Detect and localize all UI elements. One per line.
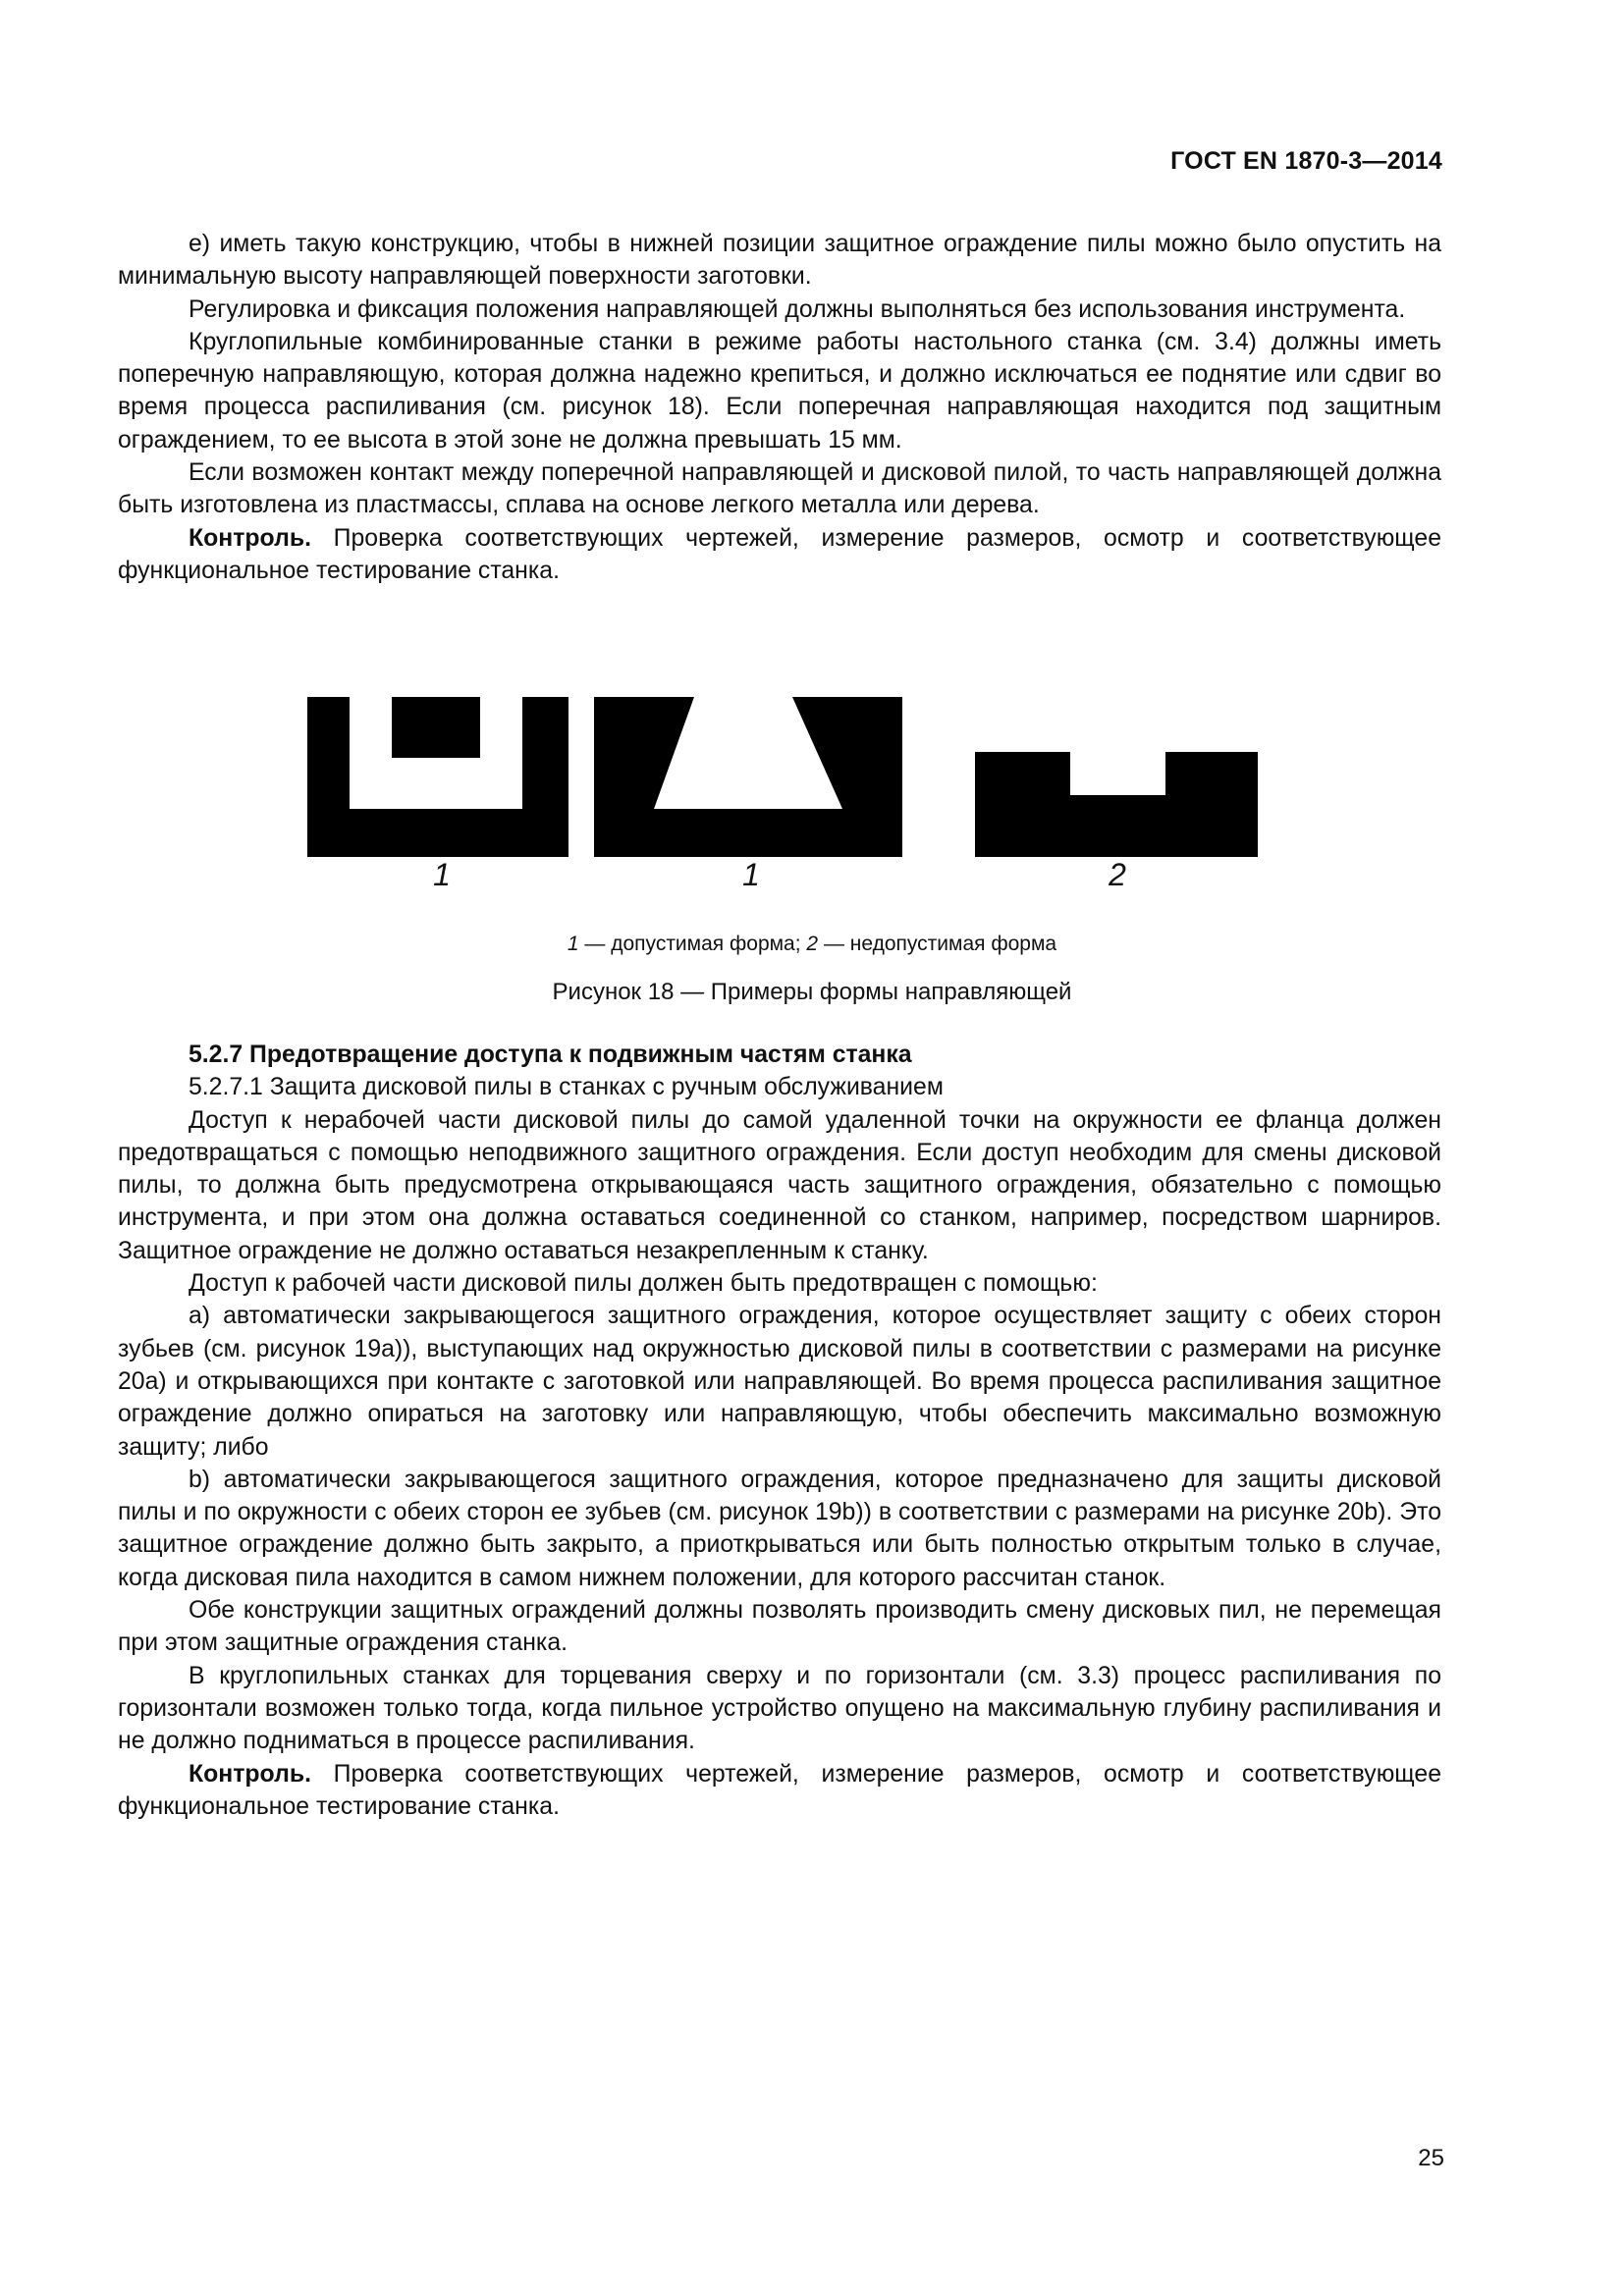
shape-label: 1 [433, 857, 451, 892]
page-number: 25 [1418, 2145, 1444, 2171]
paragraph: В круглопильных станках для торцевания сверху и по горизонтали (см. 3.3) процесс распиливания по горизонтали возможен только тогда, когда пильное устройство опущено на максимальную глубину распиливания и не должно подниматься в процессе распиливания. [118, 1662, 1441, 1755]
section-heading: 5.2.7 Предотвращение доступа к подвижным частям станка [189, 1041, 912, 1068]
document-code-header: ГОСТ EN 1870-3—2014 [1170, 147, 1442, 175]
figure-18-shapes [0, 687, 1624, 1011]
guide-shape-1-allowed [307, 697, 568, 857]
list-item: a) автоматически закрывающегося защитного ограждения, которое осуществляет защиту с обеих сторон зубьев (см. рисунок 19a)), выступающих над окружностью дисковой пилы в соответствии с размерами на рисунке 20a) и открывающихся при контакте с заготовкой или направляющей. Во время процесса распиливания защитное ограждение должно опираться на заготовку или направляющую, чтобы обеспечить максимально возможную защиту; либо [118, 1303, 1441, 1461]
control-paragraph [118, 522, 1441, 588]
paragraph: Обе конструкции защитных ограждений должны позволять производить смену дисковых пил, не перемещая при этом защитные ограждения станка. [118, 1597, 1441, 1657]
list-item: b) автоматически закрывающегося защитного ограждения, которое предназначено для защиты дисковой пилы и по окружности с обеих сторон ее зубьев (см. рисунок 19b)) в соответствии с размерами на рисунке 20b). Это защитное ограждение должно быть закрыто, а приоткрываться или быть полностью открытым только в случае, когда дисковая пила находится в самом нижнем положении, для которого рассчитан станок. [118, 1466, 1441, 1591]
control-text: Проверка соответствующих чертежей, измерение размеров, осмотр и соответствующее функциональное тестирование станка. [118, 1760, 1441, 1820]
legend-number: 2 [806, 933, 819, 955]
control-label: Контроль. [189, 1760, 311, 1788]
control-label: Контроль. [189, 524, 311, 552]
paragraph: Если возможен контакт между поперечной направляющей и дисковой пилой, то часть направляющей должна быть изготовлена из пластмассы, сплава на основе легкого металла или дерева. [118, 459, 1441, 519]
legend-text: — недопустимая форма [818, 933, 1057, 955]
control-paragraph [118, 1758, 1441, 1824]
legend-number: 1 [567, 933, 579, 955]
subsection-heading: 5.2.7.1 Защита дисковой пилы в станках с ручным обслуживанием [189, 1074, 944, 1101]
shape-label: 2 [1109, 857, 1126, 892]
guide-shape-2-allowed [594, 697, 902, 857]
control-text: Проверка соответствующих чертежей, измерение размеров, осмотр и соответствующее функциональное тестирование станка. [118, 524, 1441, 584]
shape-label: 1 [742, 857, 760, 892]
paragraph: Доступ к нерабочей части дисковой пилы до самой удаленной точки на окружности ее фланца должен предотвращаться с помощью неподвижного защитного ограждения. Если доступ необходим для смены дисковой пилы, то должна быть предусмотрена открывающаяся часть защитного ограждения, обязательно с помощью инструмента, и при этом она должна оставаться соединенной со станком, например, посредством шарниров. Защитное ограждение не должно оставаться незакрепленным к станку. [118, 1106, 1441, 1264]
text-block-top [118, 228, 1441, 587]
figure-legend [0, 933, 1624, 956]
paragraph: Регулировка и фиксация положения направляющей должны выполняться без использования инструмента. [189, 295, 1406, 323]
paragraph: Круглопильные комбинированные станки в режиме работы настольного станка (см. 3.4) должны иметь поперечную направляющую, которая должна надежно крепиться, и должно исключаться ее поднятие или сдвиг во время процесса распиливания (см. рисунок 18). Если поперечная направляющая находится под защитным ограждением, то ее высота в этой зоне не должна превышать 15 мм. [118, 328, 1441, 454]
legend-text: — допустимая форма; [578, 933, 807, 955]
paragraph: Доступ к рабочей части дисковой пилы должен быть предотвращен с помощью: [189, 1270, 1098, 1298]
figure-title: Рисунок 18 — Примеры формы направляющей [552, 979, 1072, 1005]
guide-shape-3-not-allowed [975, 752, 1258, 857]
text-block-bottom [118, 1039, 1441, 1823]
paragraph: e) иметь такую конструкцию, чтобы в нижней позиции защитное ограждение пилы можно было опустить на минимальную высоту направляющей поверхности заготовки. [118, 231, 1441, 291]
